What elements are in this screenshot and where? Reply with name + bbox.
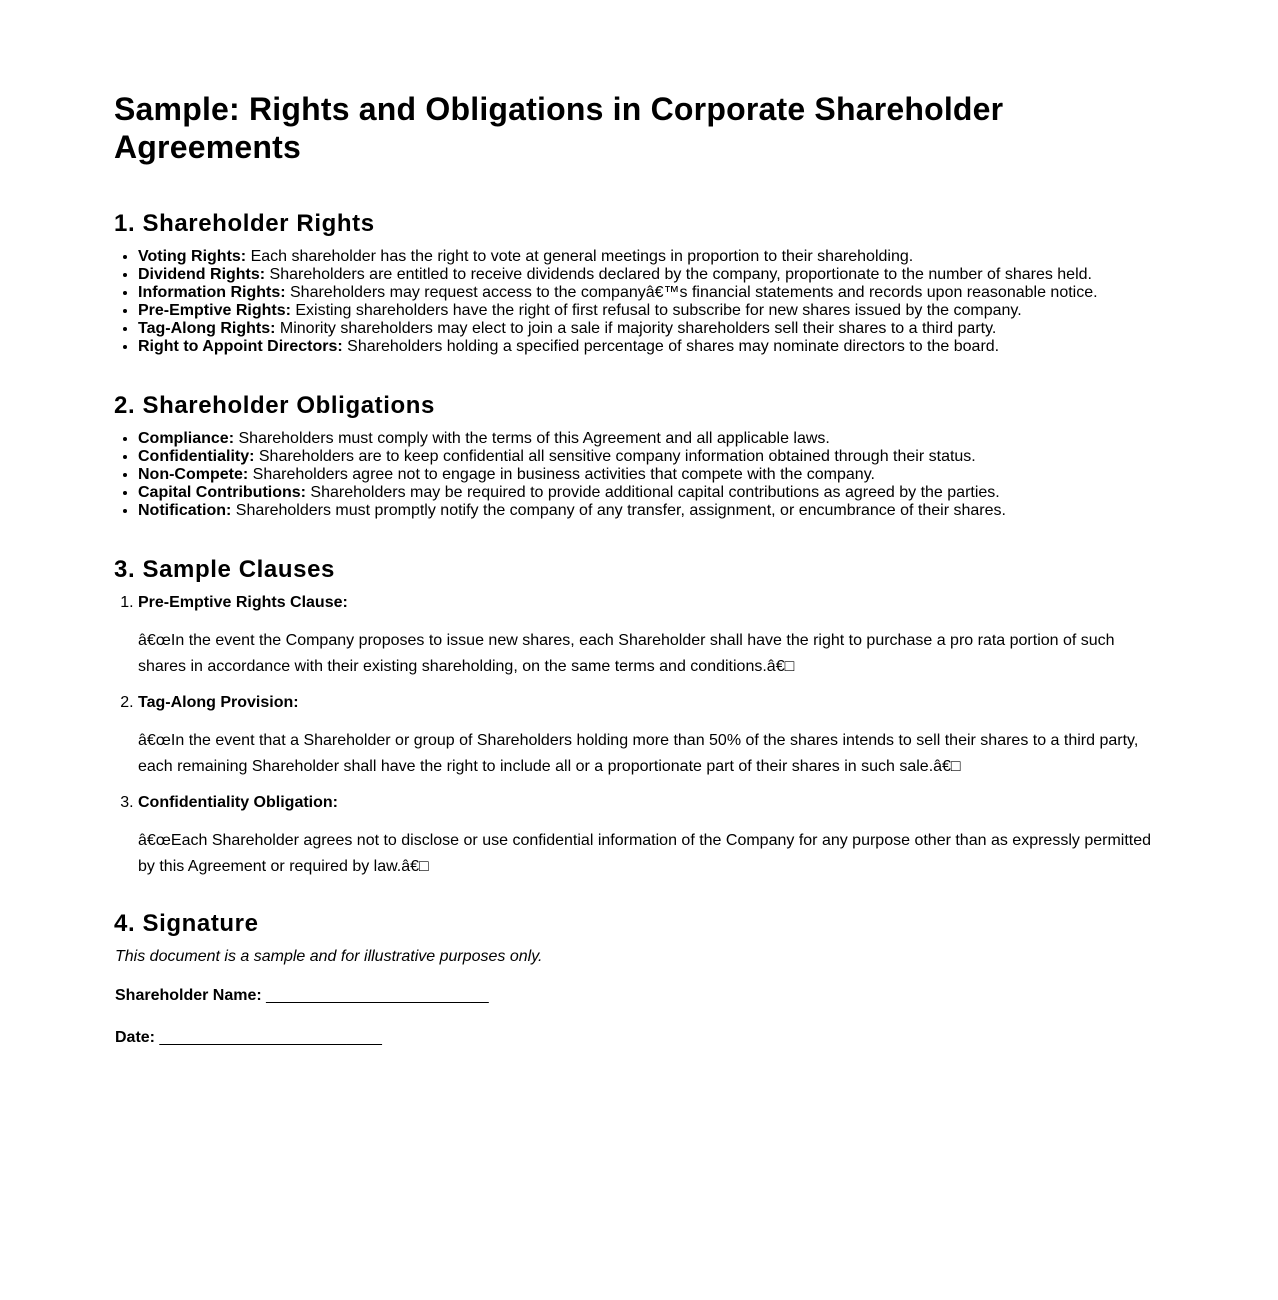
list-item [138, 484, 1164, 502]
list-item [138, 338, 1164, 356]
item-text: Shareholders agree not to engage in business activities that compete with the company. [248, 466, 875, 483]
document-title: Sample: Rights and Obligations in Corporate Shareholder Agreements [114, 91, 1004, 165]
item-text: Shareholders holding a specified percentage of shares may nominate directors to the board. [342, 338, 1000, 355]
clause-title: 1. Pre-Emptive Rights Clause: [138, 594, 348, 611]
section-sample-clauses [114, 556, 1164, 880]
item-term: Information Rights: [138, 284, 286, 301]
list-item [138, 320, 1164, 338]
clause-title: 2. Tag-Along Provision: [138, 694, 299, 711]
rights-list [114, 248, 1164, 356]
shareholder-name-label: Shareholder Name: [115, 987, 262, 1004]
item-term: Notification: [138, 502, 232, 519]
item-text: Shareholders may be required to provide additional capital contributions as agreed by the parties. [305, 484, 1000, 501]
clause-text: â€œEach Shareholder agrees not to disclose or use confidential information of the Company for any purpose other than as expressly permitted by this Agreement or required by law.â€□ [138, 832, 1152, 875]
item-text: Existing shareholders have the right of first refusal to subscribe for new shares issued by the company. [290, 302, 1022, 319]
item-term: Tag-Along Rights: [138, 320, 276, 337]
item-term: Pre-Emptive Rights: [138, 302, 291, 319]
item-text: Each shareholder has the right to vote at general meetings in proportion to their shareholding. [246, 248, 914, 265]
item-term: Non-Compete: [138, 466, 249, 483]
date-label: Date: [115, 1029, 156, 1046]
clause-item [138, 794, 1164, 880]
list-item [138, 448, 1164, 466]
section-heading: 3. Sample Clauses [114, 556, 335, 583]
obligations-list [114, 430, 1164, 520]
clause-item [138, 594, 1164, 680]
item-term: Compliance: [138, 430, 235, 447]
date-blank: _________________________ [155, 1029, 382, 1046]
item-term: Right to Appoint Directors: [138, 338, 343, 355]
clause-title: 3. Confidentiality Obligation: [138, 794, 338, 811]
clause-item [138, 694, 1164, 780]
shareholder-name-blank: _________________________ [261, 987, 489, 1004]
section-heading: 2. Shareholder Obligations [114, 392, 435, 419]
date-line [115, 1029, 1164, 1047]
item-term: Capital Contributions: [138, 484, 306, 501]
section-signature [114, 910, 1164, 1047]
item-term: Voting Rights: [138, 248, 247, 265]
item-text: Shareholders are to keep confidential all sensitive company information obtained through their status. [254, 448, 976, 465]
item-text: Minority shareholders may elect to join a sale if majority shareholders sell their shares to a third party. [275, 320, 997, 337]
section-heading: 1. Shareholder Rights [114, 210, 375, 237]
item-text: Shareholders may request access to the companyâ€™s financial statements and records upon reasonable notice. [285, 284, 1098, 301]
clauses-list [114, 594, 1164, 880]
item-term: Dividend Rights: [138, 266, 266, 283]
list-item [138, 466, 1164, 484]
clause-text: â€œIn the event the Company proposes to issue new shares, each Shareholder shall have the right to purchase a pro rata portion of such shares in accordance with their existing shareholding, on the same terms and conditions.â€□ [138, 632, 1115, 675]
section-shareholder-obligations [114, 392, 1164, 520]
list-item [138, 266, 1164, 284]
item-text: Shareholders must comply with the terms of this Agreement and all applicable laws. [234, 430, 830, 447]
item-text: Shareholders are entitled to receive dividends declared by the company, proportionate to the number of shares held. [265, 266, 1092, 283]
list-item [138, 430, 1164, 448]
clause-text: â€œIn the event that a Shareholder or group of Shareholders holding more than 50% of the shares intends to sell their shares to a third party, each remaining Shareholder shall have the right to include all or a proportionate part of their shares in such sale.â€□ [138, 732, 1139, 775]
section-shareholder-rights [114, 210, 1164, 356]
list-item [138, 302, 1164, 320]
disclaimer-note: This document is a sample and for illustrative purposes only. [115, 948, 543, 965]
list-item [138, 502, 1164, 520]
list-item [138, 248, 1164, 266]
section-heading: 4. Signature [114, 910, 259, 937]
item-text: Shareholders must promptly notify the company of any transfer, assignment, or encumbrance of their shares. [231, 502, 1006, 519]
shareholder-name-line [115, 987, 1164, 1005]
item-term: Confidentiality: [138, 448, 255, 465]
list-item [138, 284, 1164, 302]
